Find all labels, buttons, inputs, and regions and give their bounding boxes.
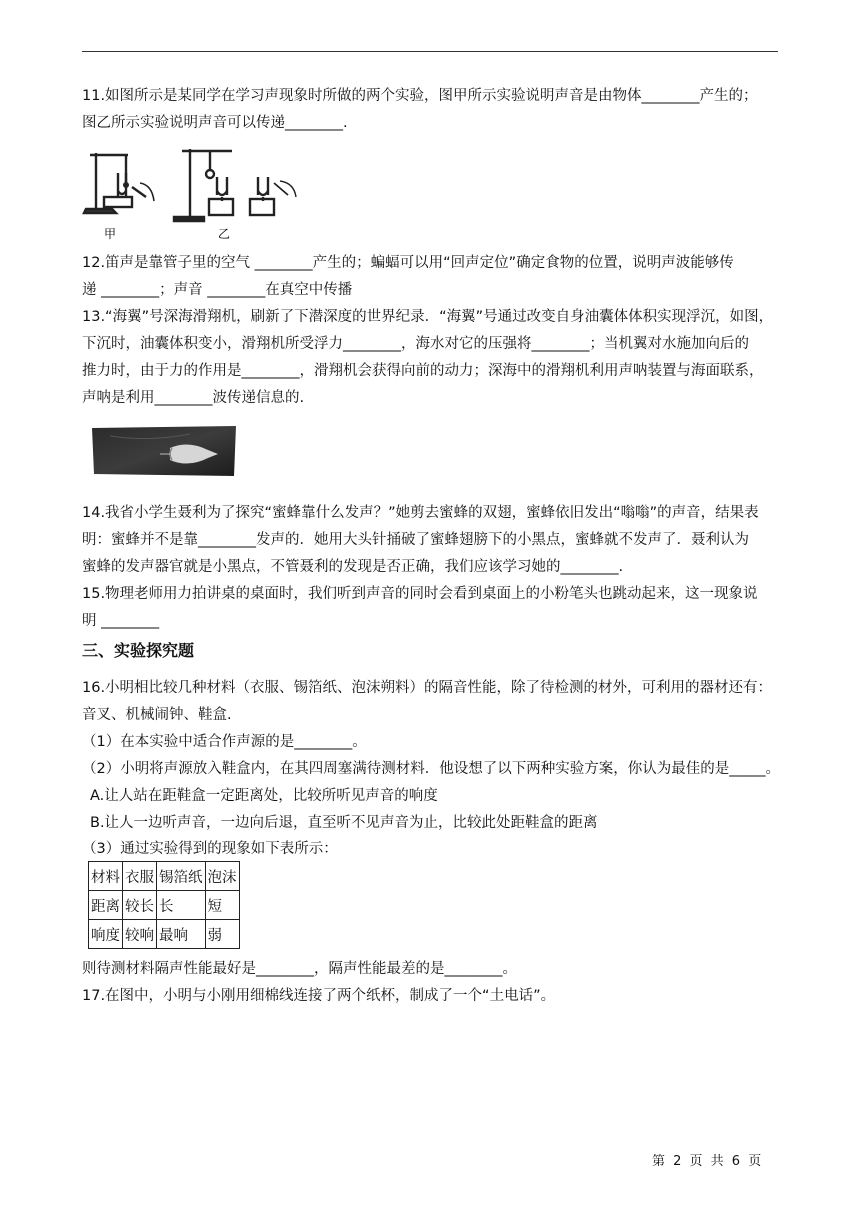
table-cell: 衣服 (123, 862, 157, 891)
q13-line3: 推力时，由于力的作用是________，滑翔机会获得向前的动力；深海中的滑翔机利用声呐装置与海面联系， (82, 363, 764, 379)
q13-line2: 下沉时，油囊体积变小，滑翔机所受浮力________，海水对它的压强将________；当机翼对水施加向后的 (82, 336, 749, 352)
table-row (89, 862, 240, 891)
q16-conclusion: 则待测材料隔声性能最好是________，隔声性能最差的是________。 (82, 961, 517, 977)
q16-option-a: A.让人站在距鞋盒一定距离处，比较所听见声音的响度 (90, 788, 438, 804)
q15-line2: 明 ________ (82, 613, 160, 629)
table-cell: 材料 (89, 862, 123, 891)
table-cell: 响度 (89, 920, 123, 949)
fig-label-yi: 乙 (218, 227, 231, 240)
table-cell: 较长 (123, 891, 157, 920)
q11-experiment-figure (82, 143, 302, 240)
table-cell: 长 (157, 891, 206, 920)
glider-photo (90, 424, 238, 478)
q12-line1: 12.笛声是靠管子里的空气 ________产生的；蝙蝠可以用“回声定位”确定食物的位置，说明声波能够传 (82, 255, 734, 271)
table-cell: 最响 (157, 920, 206, 949)
q16-line1: 16.小明相比较几种材料（衣服、锡箔纸、泡沫朔料）的隔音性能，除了待检测的材外，可利用的器材还有： (82, 680, 773, 696)
q14-line2: 明：蜜蜂并不是靠________发声的．她用大头针捅破了蜜蜂翅膀下的小黑点，蜜蜂就不发声了．聂利认为 (82, 532, 749, 548)
table-row (89, 891, 240, 920)
table-cell: 距离 (89, 891, 123, 920)
q13-line4: 声呐是利用________波传递信息的. (82, 390, 305, 406)
result-table (88, 861, 240, 949)
q16-sub3: （3）通过实验得到的现象如下表所示： (82, 841, 338, 857)
q15-line1: 15.物理老师用力拍讲桌的桌面时，我们听到声音的同时会看到桌面上的小粉笔头也跳动起来，这一现象说 (82, 586, 758, 602)
header-rule (82, 51, 778, 52)
q14-line1: 14.我省小学生聂利为了探究“蜜蜂靠什么发声？”她剪去蜜蜂的双翅，蜜蜂依旧发出“嗡嗡”的声音，结果表 (82, 505, 759, 521)
fig-label-jia: 甲 (104, 227, 117, 240)
q16-line2: 音叉、机械闹钟、鞋盒. (82, 707, 232, 723)
section-heading: 三、实验探究题 (82, 641, 195, 660)
table-cell: 锡箔纸 (157, 862, 206, 891)
q16-sub1: （1）在本实验中适合作声源的是________。 (82, 734, 367, 750)
q13-line1: 13.“海翼”号深海滑翔机，刷新了下潜深度的世界纪录．“海翼”号通过改变自身油囊体体积实现浮沉，如图， (82, 309, 774, 325)
q12-line2: 递 ________；声音 ________在真空中传播 (82, 282, 353, 298)
q11-line1: 11.如图所示是某同学在学习声现象时所做的两个实验，图甲所示实验说明声音是由物体________产生的； (82, 88, 758, 104)
page-footer: 第 2 页 共 6 页 (652, 1154, 764, 1169)
q11-line2: 图乙所示实验说明声音可以传递________. (82, 115, 348, 131)
table-cell: 弱 (205, 920, 239, 949)
q17-line1: 17.在图中，小明与小刚用细棉线连接了两个纸杯，制成了一个“土电话”。 (82, 988, 556, 1004)
q16-sub2: （2）小明将声源放入鞋盒内，在其四周塞满待测材料．他设想了以下两种实验方案，你认为最佳的是_____。 (82, 761, 780, 777)
table-cell: 较响 (123, 920, 157, 949)
table-cell: 泡沫 (205, 862, 239, 891)
table-cell: 短 (205, 891, 239, 920)
table-row (89, 920, 240, 949)
q14-line3: 蜜蜂的发声器官就是小黑点，不管聂利的发现是否正确，我们应该学习她的________. (82, 559, 624, 575)
q16-option-b: B.让人一边听声音，一边向后退，直至听不见声音为止，比较此处距鞋盒的距离 (90, 815, 598, 831)
